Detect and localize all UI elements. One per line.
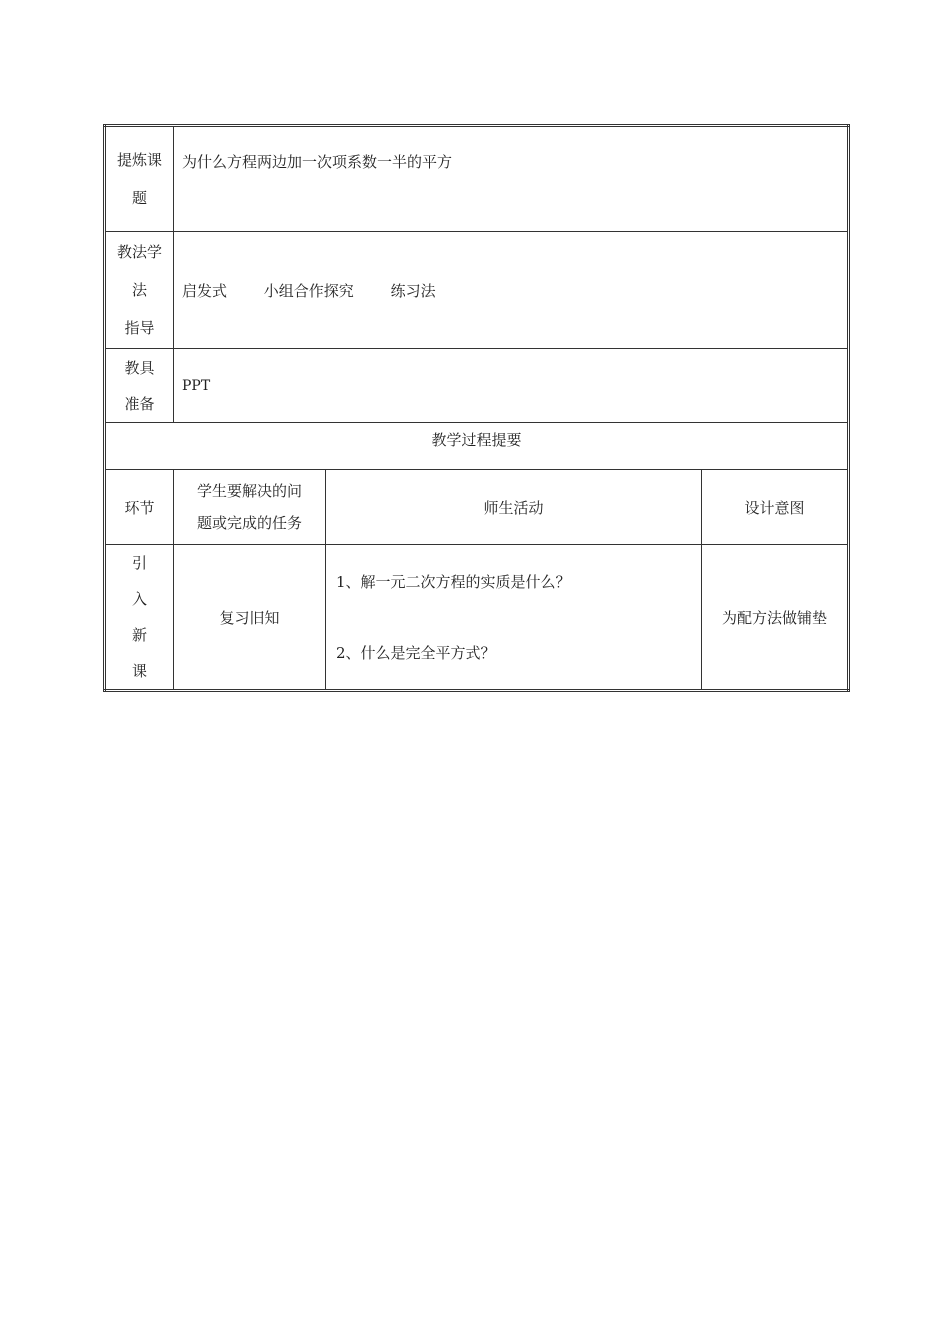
header-activity bbox=[326, 470, 702, 545]
process-title-row bbox=[105, 423, 849, 470]
topic-label bbox=[105, 126, 174, 232]
tools-content bbox=[174, 349, 849, 423]
header-intent bbox=[702, 470, 849, 545]
methods-label-line-2: 法 bbox=[131, 281, 147, 299]
intro-stage-char: 课 bbox=[131, 662, 147, 680]
intro-stage-char: 新 bbox=[131, 626, 147, 644]
tools-label-line-1: 教具 bbox=[124, 358, 155, 377]
header-intent-text: 设计意图 bbox=[744, 498, 805, 517]
header-tasks-line-2: 题或完成的任务 bbox=[196, 514, 302, 532]
tools-text: PPT bbox=[182, 377, 211, 394]
lesson-plan-table bbox=[103, 124, 850, 692]
process-title-text: 教学过程提要 bbox=[431, 431, 522, 449]
intro-row bbox=[105, 545, 849, 691]
header-stage-text: 环节 bbox=[124, 498, 155, 517]
topic-content bbox=[174, 126, 849, 232]
intro-task-text: 复习旧知 bbox=[219, 608, 280, 627]
activity-item: 2、什么是完全平方式？ bbox=[336, 644, 496, 662]
intro-intent-text: 为配方法做铺垫 bbox=[722, 608, 828, 627]
methods-label-line-3: 指导 bbox=[124, 319, 155, 337]
header-activity-text: 师生活动 bbox=[483, 498, 544, 517]
intro-activities bbox=[326, 545, 702, 691]
topic-text: 为什么方程两边加一次项系数一半的平方 bbox=[182, 153, 453, 171]
tools-label-line-2: 准备 bbox=[124, 394, 155, 413]
header-tasks-line-1: 学生要解决的问 bbox=[196, 482, 302, 500]
tools-label bbox=[105, 349, 174, 423]
topic-label-line-1: 提炼课 bbox=[116, 151, 162, 169]
header-row bbox=[105, 470, 849, 545]
intro-task bbox=[174, 545, 326, 691]
intro-intent bbox=[702, 545, 849, 691]
topic-label-line-2: 题 bbox=[131, 189, 147, 207]
methods-row bbox=[105, 232, 849, 349]
methods-label-line-1: 教法学 bbox=[116, 243, 162, 261]
intro-stage-char: 入 bbox=[131, 590, 147, 608]
method-item: 小组合作探究 bbox=[263, 281, 354, 300]
method-item: 启发式 bbox=[182, 281, 228, 300]
header-stage bbox=[105, 470, 174, 545]
method-item: 练习法 bbox=[390, 281, 436, 300]
header-tasks bbox=[174, 470, 326, 545]
activity-item: 1、解一元二次方程的实质是什么？ bbox=[336, 573, 571, 591]
tools-row bbox=[105, 349, 849, 423]
intro-stage-char: 引 bbox=[131, 554, 147, 572]
methods-content bbox=[174, 232, 849, 349]
intro-stage bbox=[105, 545, 174, 691]
methods-label bbox=[105, 232, 174, 349]
topic-row bbox=[105, 126, 849, 232]
process-title bbox=[105, 423, 849, 470]
